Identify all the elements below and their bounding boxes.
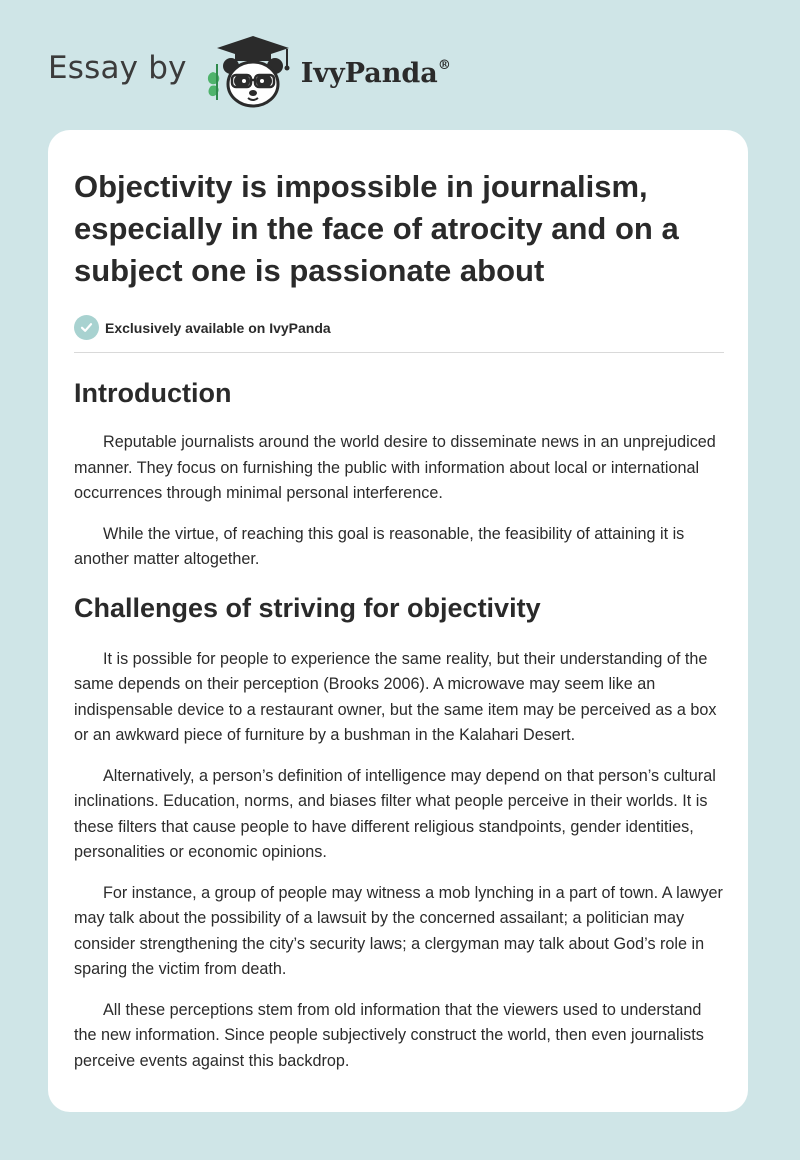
panda-logo-icon[interactable] (201, 34, 297, 110)
paragraph: Reputable journalists around the world desire to disseminate news in an unprejudiced manner. They focus on furnishing the public with information about local or international occurrences through minimal personal interference. (74, 433, 716, 502)
exclusive-label: Exclusively available on IvyPanda (105, 319, 331, 336)
paragraph: While the virtue, of reaching this goal is reasonable, the feasibility of attaining it is another matter altogether. (74, 524, 685, 568)
paragraph: All these perceptions stem from old information that the viewers used to understand the new information. Since people subjectively construct the world, then even journalists perceive events against this backdrop. (74, 1000, 704, 1070)
section-heading-introduction: Introduction (74, 378, 232, 408)
title-divider (74, 352, 724, 353)
exclusive-badge (74, 315, 722, 340)
section-heading-challenges: Challenges of striving for objectivity (74, 592, 541, 623)
paragraph: Alternatively, a person’s definition of intelligence may depend on that person’s cultural inclinations. Education, norms, and biases filter what people perceive in their worlds. It is these filters that cause people to have different religious standpoints, gender identities, personalities or economic opinions. (74, 766, 716, 861)
paragraph: For instance, a group of people may witness a mob lynching in a part of town. A lawyer may talk about the possibility of a lawsuit by the concerned assailant; a politician may consider strengthening the city’s security laws; a clergyman may talk about God’s role in sparing the victim from death. (74, 883, 723, 978)
essay-title: Objectivity is impossible in journalism, especially in the face of atrocity and on a subject one is passionate about (74, 169, 679, 288)
brand-name[interactable] (301, 58, 451, 89)
essay-card (48, 130, 748, 1112)
check-circle-icon (74, 315, 99, 340)
paragraph: It is possible for people to experience the same reality, but their understanding of the same depends on their perception (Brooks 2006). A microwave may seem like an indispensable device to a restaurant owner, but the same item may be perceived as a box or an awkward piece of furniture by a bushman in the Kalahari Desert. (74, 649, 717, 744)
brand-text: IvyPanda (300, 57, 438, 89)
registered-mark: ® (437, 57, 451, 73)
essay-by-label: Essay by (48, 50, 187, 86)
site-header (48, 34, 451, 110)
